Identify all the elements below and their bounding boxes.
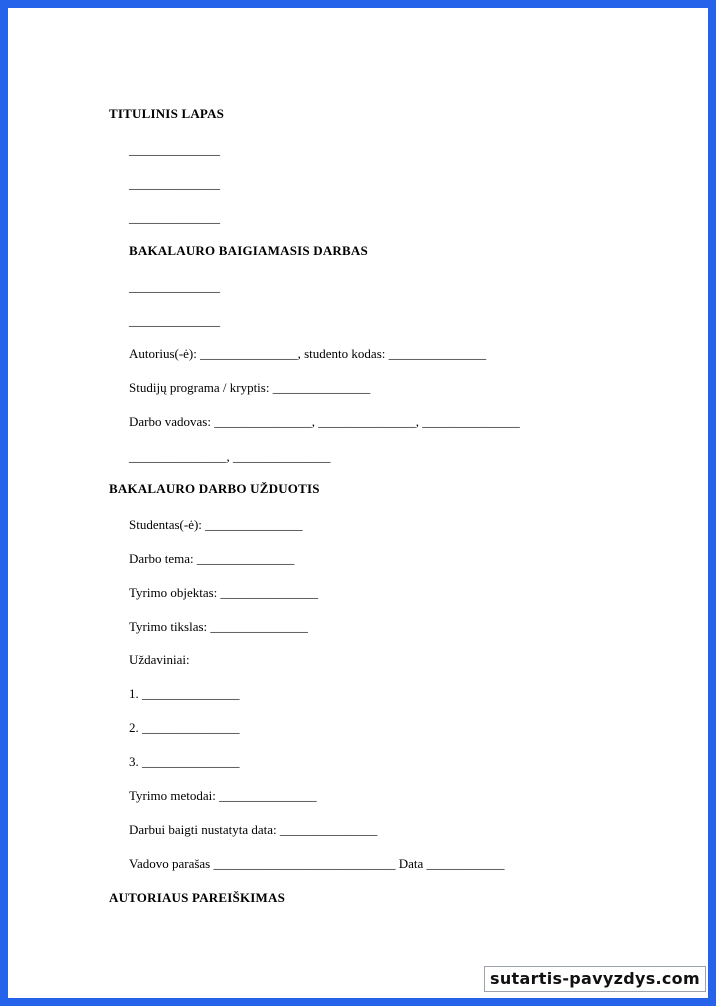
tasks-label: Uždaviniai: — [129, 652, 190, 667]
blank-line: ______________ — [129, 279, 220, 294]
blank-line: ______________ — [129, 176, 220, 191]
research-aim-line: Tyrimo tikslas: _______________ — [129, 619, 308, 634]
title-page-heading: TITULINIS LAPAS — [109, 106, 225, 121]
document-page — [8, 8, 708, 998]
blank-line: ______________ — [129, 210, 220, 225]
research-object-line: Tyrimo objektas: _______________ — [129, 585, 319, 600]
supervisor-line: Darbo vadovas: _______________, _______________, _______________ — [129, 414, 520, 429]
task-item: 1. _______________ — [129, 686, 240, 701]
topic-line: Darbo tema: _______________ — [129, 551, 295, 566]
declaration-heading: AUTORIAUS PAREIŠKIMAS — [109, 890, 285, 905]
student-line: Studentas(-ė): _______________ — [129, 517, 303, 532]
methods-line: Tyrimo metodai: _______________ — [129, 788, 317, 803]
blank-line: ______________ — [129, 313, 220, 328]
thesis-heading: BAKALAURO BAIGIAMASIS DARBAS — [129, 243, 368, 258]
deadline-line: Darbui baigti nustatyta data: _______________ — [129, 822, 378, 837]
blank-line: ______________ — [129, 142, 220, 157]
author-line: Autorius(-ė): _______________, studento kodas: _______________ — [129, 346, 487, 361]
supervisor-line-2: _______________, _______________ — [129, 449, 331, 464]
task-item: 2. _______________ — [129, 720, 240, 735]
study-program-line: Studijų programa / kryptis: _______________ — [129, 380, 371, 395]
task-item: 3. _______________ — [129, 754, 240, 769]
assignment-heading: BAKALAURO DARBO UŽDUOTIS — [109, 481, 320, 496]
watermark-badge: sutartis-pavyzdys.com — [484, 966, 706, 992]
signature-line: Vadovo parašas ____________________________ Data ____________ — [129, 856, 505, 871]
